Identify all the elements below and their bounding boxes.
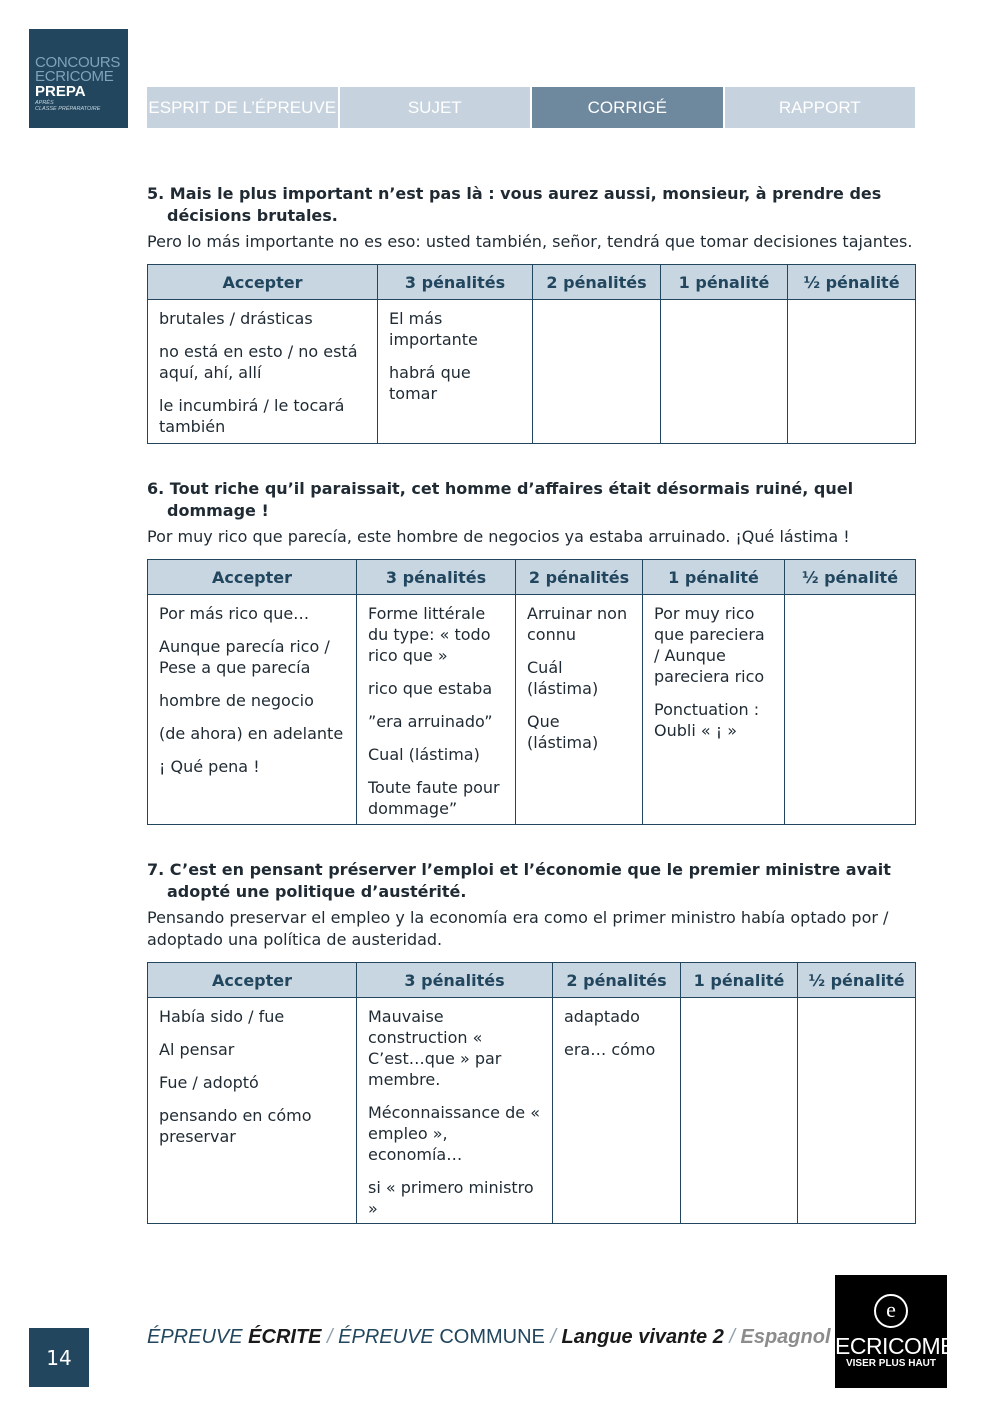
- list-item: Al pensar: [159, 1040, 235, 1059]
- question-answer: Pensando preservar el empleo y la economía era como el primer ministro había optado por / adoptado una política de austeridad.: [147, 908, 889, 949]
- question-7: [147, 859, 915, 1224]
- list-item: adaptado: [564, 1007, 640, 1026]
- header-3-penalites: 3 pénalités: [357, 963, 553, 998]
- question-answer: Pero lo más importante no es eso: usted también, señor, tendrá que tomar decisiones tajantes.: [147, 232, 913, 251]
- list-item: Por más rico que…: [159, 604, 310, 623]
- penalty-table: [147, 559, 916, 825]
- list-item: no está en esto / no está aquí, ahí, allí: [159, 342, 358, 382]
- section-tabs: [147, 87, 915, 128]
- list-item: brutales / drásticas: [159, 309, 313, 328]
- logo-line-subtitle: [35, 100, 128, 112]
- header-3-penalites: 3 pénalités: [378, 265, 533, 300]
- table-header-row: [148, 560, 916, 595]
- list-item: Había sido / fue: [159, 1007, 285, 1026]
- footer-title: [147, 1326, 831, 1349]
- cell-1-penalite: [643, 595, 785, 825]
- cell-3-penalites: [357, 998, 553, 1224]
- ecricome-e-icon: e: [874, 1294, 908, 1328]
- cell-3-penalites: [357, 595, 516, 825]
- logo-line-apres: APRÈS: [35, 100, 54, 106]
- list-item: pensando en cómo preservar: [159, 1106, 312, 1146]
- list-item: Que (lástima): [527, 712, 599, 752]
- list-item: hombre de negocio: [159, 691, 314, 710]
- header-half-penalite: ½ pénalité: [798, 963, 916, 998]
- page-number: 14: [29, 1328, 89, 1387]
- header-accepter: Accepter: [148, 963, 357, 998]
- footer-separator: /: [723, 1326, 741, 1348]
- tab-sujet[interactable]: SUJET: [340, 87, 531, 128]
- footer-part-commune: COMMUNE: [439, 1326, 545, 1348]
- question-title: 6. Tout riche qu’il paraissait, cet homme d’affaires était désormais ruiné, quel dommage !: [147, 479, 854, 520]
- cell-half-penalite: [785, 595, 916, 825]
- header-3-penalites: 3 pénalités: [357, 560, 516, 595]
- footer-part-epreuve-2: ÉPREUVE: [338, 1326, 440, 1348]
- cell-half-penalite: [798, 998, 916, 1224]
- footer-part-langue: Langue vivante 2: [561, 1326, 724, 1348]
- cell-half-penalite: [788, 300, 916, 444]
- penalty-table: [147, 264, 916, 444]
- footer-separator: /: [321, 1326, 339, 1348]
- footer-part-espagnol: Espagnol: [740, 1326, 831, 1348]
- list-item: le incumbirá / le tocará también: [159, 396, 345, 436]
- list-item: Méconnaissance de « empleo », economía…: [368, 1103, 540, 1164]
- header-half-penalite: ½ pénalité: [788, 265, 916, 300]
- list-item: (de ahora) en adelante: [159, 724, 344, 743]
- penalty-table: [147, 962, 916, 1224]
- header-accepter: Accepter: [148, 265, 378, 300]
- list-item: ”era arruinado”: [368, 712, 493, 731]
- header-accepter: Accepter: [148, 560, 357, 595]
- cell-2-penalites: [553, 998, 681, 1224]
- table-row: [148, 595, 916, 825]
- question-5: [147, 183, 915, 444]
- main-content: [147, 183, 915, 1224]
- ecricome-brand-logo: [835, 1275, 955, 1388]
- question-title: 7. C’est en pensant préserver l’emploi et l’économie que le premier ministre avait adopté une politique d’austérité.: [147, 860, 891, 901]
- logo-line-concours: CONCOURS: [35, 54, 121, 71]
- brand-name: ECRICOME: [835, 1333, 955, 1359]
- footer-separator: /: [544, 1326, 562, 1348]
- header-1-penalite: 1 pénalité: [681, 963, 798, 998]
- footer-part-ecrite: ÉCRITE: [248, 1326, 322, 1348]
- list-item: Arruinar non connu: [527, 604, 628, 644]
- list-item: Fue / adoptó: [159, 1073, 259, 1092]
- list-item: Mauvaise construction « C’est…que » par membre.: [368, 1007, 502, 1089]
- footer-part-epreuve: ÉPREUVE: [147, 1326, 249, 1348]
- cell-2-penalites: [533, 300, 661, 444]
- brand-tagline: VISER PLUS HAUT: [845, 1358, 936, 1369]
- table-header-row: [148, 265, 916, 300]
- tab-esprit[interactable]: ESPRIT DE L’ÉPREUVE: [147, 87, 338, 128]
- logo-line-ecricome: ECRICOME: [35, 68, 114, 85]
- list-item: Toute faute pour dommage”: [368, 778, 500, 818]
- question-answer: Por muy rico que parecía, este hombre de negocios ya estaba arruinado. ¡Qué lástima !: [147, 527, 850, 546]
- cell-2-penalites: [516, 595, 643, 825]
- logo-line-classe: CLASSE PRÉPARATOIRE: [35, 106, 101, 112]
- cell-3-penalites: [378, 300, 533, 444]
- logo-line-prepa: PREPA: [35, 83, 86, 100]
- header-1-penalite: 1 pénalité: [643, 560, 785, 595]
- header-2-penalites: 2 pénalités: [516, 560, 643, 595]
- table-row: [148, 300, 916, 444]
- question-title: 5. Mais le plus important n’est pas là : vous aurez aussi, monsieur, à prendre des décisions brutales.: [147, 184, 882, 225]
- table-header-row: [148, 963, 916, 998]
- header-1-penalite: 1 pénalité: [661, 265, 788, 300]
- table-row: [148, 998, 916, 1224]
- list-item: Ponctuation : Oubli « ¡ »: [654, 700, 760, 740]
- concours-logo: [29, 29, 128, 128]
- list-item: Cual (lástima): [368, 745, 480, 764]
- list-item: Forme littérale du type: « todo rico que »: [368, 604, 491, 665]
- list-item: era… cómo: [564, 1040, 656, 1059]
- list-item: habrá que tomar: [389, 363, 471, 403]
- question-6: [147, 478, 915, 825]
- list-item: Aunque parecía rico / Pese a que parecía: [159, 637, 330, 677]
- header-half-penalite: ½ pénalité: [785, 560, 916, 595]
- list-item: si « primero ministro »: [368, 1178, 534, 1218]
- list-item: Por muy rico que pareciera / Aunque pareciera rico: [654, 604, 765, 686]
- cell-accepter: [148, 595, 357, 825]
- cell-1-penalite: [661, 300, 788, 444]
- list-item: El más importante: [389, 309, 478, 349]
- tab-rapport[interactable]: RAPPORT: [725, 87, 916, 128]
- header-2-penalites: 2 pénalités: [553, 963, 681, 998]
- cell-accepter: [148, 998, 357, 1224]
- header-2-penalites: 2 pénalités: [533, 265, 661, 300]
- tab-corrige[interactable]: CORRIGÉ: [532, 87, 723, 128]
- list-item: ¡ Qué pena !: [159, 757, 260, 776]
- list-item: rico que estaba: [368, 679, 493, 698]
- cell-accepter: [148, 300, 378, 444]
- list-item: Cuál (lástima): [527, 658, 599, 698]
- cell-1-penalite: [681, 998, 798, 1224]
